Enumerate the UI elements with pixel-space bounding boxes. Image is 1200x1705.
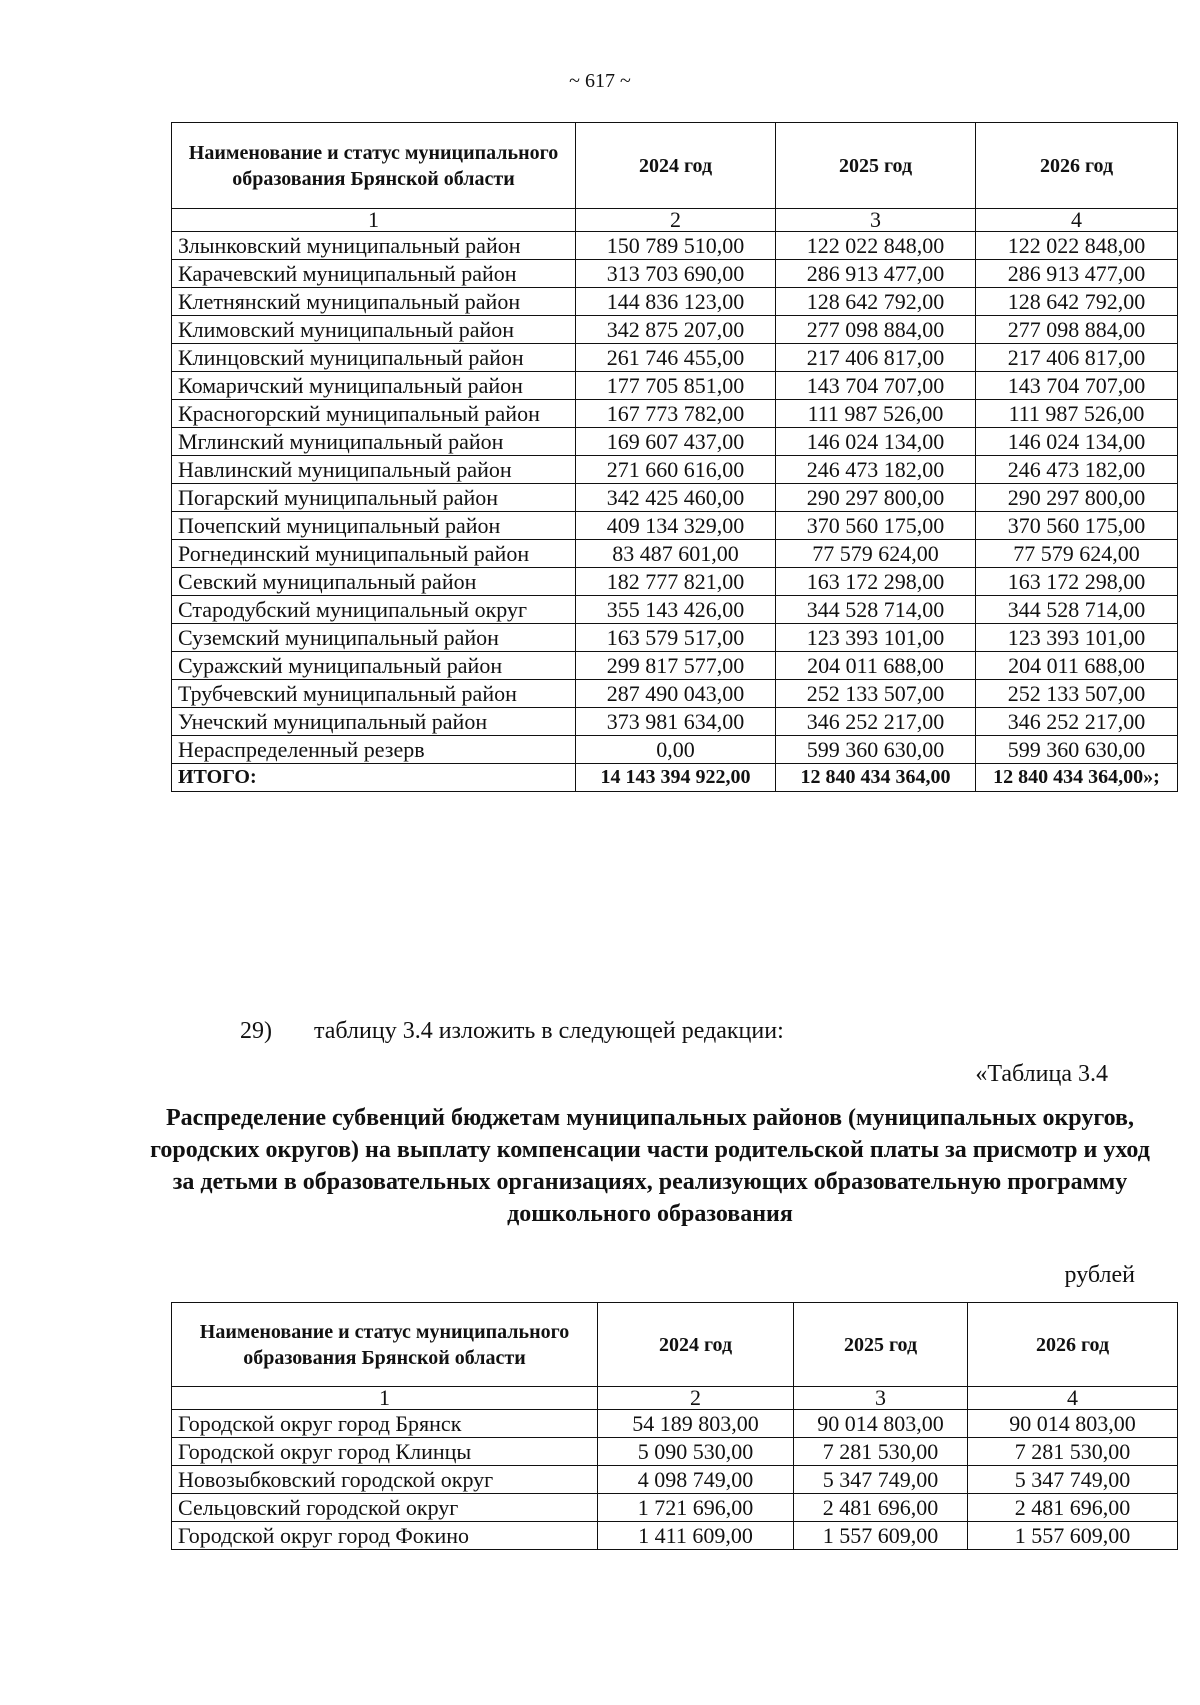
total-2025: 12 840 434 364,00 [776, 764, 976, 792]
total-2026 [976, 764, 1178, 792]
value-2026: 346 252 217,00 [976, 708, 1178, 736]
table-row [172, 540, 1178, 568]
municipality-name: Комаричский муниципальный район [172, 372, 576, 400]
table-row [172, 372, 1178, 400]
header-2025: 2025 год [776, 123, 976, 209]
value-2026: 128 642 792,00 [976, 288, 1178, 316]
value-2024: 271 660 616,00 [576, 456, 776, 484]
header-2026: 2026 год [976, 123, 1178, 209]
value-2025: 290 297 800,00 [776, 484, 976, 512]
table-row [172, 680, 1178, 708]
value-2026: 599 360 630,00 [976, 736, 1178, 764]
value-2024: 355 143 426,00 [576, 596, 776, 624]
value-2026: 122 022 848,00 [976, 232, 1178, 260]
municipality-name: Городской округ город Фокино [172, 1522, 598, 1550]
value-2026: 77 579 624,00 [976, 540, 1178, 568]
value-2025: 1 557 609,00 [794, 1522, 968, 1550]
municipality-name: Городской округ город Брянск [172, 1410, 598, 1438]
value-2025: 286 913 477,00 [776, 260, 976, 288]
value-2026: 146 024 134,00 [976, 428, 1178, 456]
value-2024: 163 579 517,00 [576, 624, 776, 652]
value-2025: 599 360 630,00 [776, 736, 976, 764]
value-2025: 204 011 688,00 [776, 652, 976, 680]
municipality-name: Севский муниципальный район [172, 568, 576, 596]
value-2024: 169 607 437,00 [576, 428, 776, 456]
page-number: ~ 617 ~ [569, 70, 631, 92]
value-2025: 122 022 848,00 [776, 232, 976, 260]
value-2026: 5 347 749,00 [968, 1466, 1178, 1494]
municipality-name: Навлинский муниципальный район [172, 456, 576, 484]
municipality-name: Клетнянский муниципальный район [172, 288, 576, 316]
municipality-name: Сельцовский городской округ [172, 1494, 598, 1522]
value-2026: 252 133 507,00 [976, 680, 1178, 708]
municipality-name: Стародубский муниципальный округ [172, 596, 576, 624]
value-2026: 163 172 298,00 [976, 568, 1178, 596]
value-2024: 1 721 696,00 [598, 1494, 794, 1522]
value-2025: 277 098 884,00 [776, 316, 976, 344]
column-index: 3 [776, 209, 976, 232]
municipality-name: Суземский муниципальный район [172, 624, 576, 652]
value-2026: 2 481 696,00 [968, 1494, 1178, 1522]
value-2025: 246 473 182,00 [776, 456, 976, 484]
value-2026: 217 406 817,00 [976, 344, 1178, 372]
table-label: «Таблица 3.4 [975, 1061, 1108, 1087]
municipality-name: Городской округ город Клинцы [172, 1438, 598, 1466]
total-2026-value: 12 840 434 364,00 [993, 766, 1144, 788]
value-2024: 373 981 634,00 [576, 708, 776, 736]
column-index: 2 [576, 209, 776, 232]
table-row [172, 568, 1178, 596]
municipality-name: Клинцовский муниципальный район [172, 344, 576, 372]
municipality-name: Почепский муниципальный район [172, 512, 576, 540]
paragraph-text: таблицу 3.4 изложить в следующей редакции: [314, 1018, 784, 1044]
value-2024: 144 836 123,00 [576, 288, 776, 316]
value-2024: 1 411 609,00 [598, 1522, 794, 1550]
unit-label: рублей [1064, 1262, 1135, 1288]
column-index: 3 [794, 1387, 968, 1410]
value-2026: 1 557 609,00 [968, 1522, 1178, 1550]
value-2026: 111 987 526,00 [976, 400, 1178, 428]
header-municipality: Наименование и статус муниципального образования Брянской области [172, 1303, 598, 1387]
column-index: 4 [968, 1387, 1178, 1410]
value-2024: 150 789 510,00 [576, 232, 776, 260]
value-2025: 7 281 530,00 [794, 1438, 968, 1466]
value-2026: 286 913 477,00 [976, 260, 1178, 288]
municipality-name: Трубчевский муниципальный район [172, 680, 576, 708]
budget-table-continued [171, 122, 1178, 792]
municipality-name: Мглинский муниципальный район [172, 428, 576, 456]
value-2025: 143 704 707,00 [776, 372, 976, 400]
value-2025: 346 252 217,00 [776, 708, 976, 736]
value-2025: 252 133 507,00 [776, 680, 976, 708]
municipality-name: Рогнединский муниципальный район [172, 540, 576, 568]
table-row [172, 1494, 1178, 1522]
amendment-paragraph [240, 1018, 784, 1045]
table-row [172, 736, 1178, 764]
table-row [172, 316, 1178, 344]
table-body [172, 1410, 1178, 1550]
value-2024: 182 777 821,00 [576, 568, 776, 596]
table-row [172, 1522, 1178, 1550]
value-2025: 370 560 175,00 [776, 512, 976, 540]
value-2026: 277 098 884,00 [976, 316, 1178, 344]
table-row [172, 596, 1178, 624]
paragraph-number: 29) [240, 1018, 272, 1044]
total-row [172, 764, 1178, 792]
table-row [172, 484, 1178, 512]
municipality-name: Красногорский муниципальный район [172, 400, 576, 428]
value-2026: 143 704 707,00 [976, 372, 1178, 400]
municipality-name: Злынковский муниципальный район [172, 232, 576, 260]
table-row [172, 652, 1178, 680]
municipality-name: Суражский муниципальный район [172, 652, 576, 680]
value-2024: 409 134 329,00 [576, 512, 776, 540]
value-2025: 90 014 803,00 [794, 1410, 968, 1438]
table-row [172, 288, 1178, 316]
municipality-name: Унечский муниципальный район [172, 708, 576, 736]
table-row [172, 512, 1178, 540]
header-2026: 2026 год [968, 1303, 1178, 1387]
value-2025: 146 024 134,00 [776, 428, 976, 456]
header-2024: 2024 год [576, 123, 776, 209]
subvention-table [171, 1302, 1178, 1550]
value-2025: 77 579 624,00 [776, 540, 976, 568]
closing-quote: »; [1143, 766, 1160, 788]
value-2024: 0,00 [576, 736, 776, 764]
column-index: 1 [172, 1387, 598, 1410]
column-index: 1 [172, 209, 576, 232]
value-2026: 290 297 800,00 [976, 484, 1178, 512]
table-row [172, 428, 1178, 456]
municipality-name: Новозыбковский городской округ [172, 1466, 598, 1494]
value-2024: 4 098 749,00 [598, 1466, 794, 1494]
value-2024: 54 189 803,00 [598, 1410, 794, 1438]
value-2025: 2 481 696,00 [794, 1494, 968, 1522]
value-2025: 217 406 817,00 [776, 344, 976, 372]
value-2024: 5 090 530,00 [598, 1438, 794, 1466]
table-heading: Распределение субвенций бюджетам муниципальных районов (муниципальных округов, городских округов) на выплату компенсации части родительской платы за присмотр и уход за детьми в образовательных организациях, реализующих образовательную программу дошкольного образования [150, 1105, 1150, 1227]
value-2024: 261 746 455,00 [576, 344, 776, 372]
value-2026: 344 528 714,00 [976, 596, 1178, 624]
value-2026: 90 014 803,00 [968, 1410, 1178, 1438]
value-2024: 167 773 782,00 [576, 400, 776, 428]
value-2025: 128 642 792,00 [776, 288, 976, 316]
value-2026: 204 011 688,00 [976, 652, 1178, 680]
table-row [172, 344, 1178, 372]
value-2025: 344 528 714,00 [776, 596, 976, 624]
value-2024: 342 425 460,00 [576, 484, 776, 512]
total-label: ИТОГО: [172, 764, 576, 792]
value-2024: 342 875 207,00 [576, 316, 776, 344]
header-municipality: Наименование и статус муниципального образования Брянской области [172, 123, 576, 209]
table-row [172, 708, 1178, 736]
header-2024: 2024 год [598, 1303, 794, 1387]
value-2024: 177 705 851,00 [576, 372, 776, 400]
table-row [172, 1410, 1178, 1438]
value-2024: 299 817 577,00 [576, 652, 776, 680]
total-2024: 14 143 394 922,00 [576, 764, 776, 792]
column-index: 2 [598, 1387, 794, 1410]
table-row [172, 1438, 1178, 1466]
value-2025: 5 347 749,00 [794, 1466, 968, 1494]
header-2025: 2025 год [794, 1303, 968, 1387]
municipality-name: Нераспределенный резерв [172, 736, 576, 764]
table-row [172, 260, 1178, 288]
column-index: 4 [976, 209, 1178, 232]
value-2024: 313 703 690,00 [576, 260, 776, 288]
value-2025: 111 987 526,00 [776, 400, 976, 428]
table-row [172, 400, 1178, 428]
table-row [172, 456, 1178, 484]
value-2024: 83 487 601,00 [576, 540, 776, 568]
value-2025: 123 393 101,00 [776, 624, 976, 652]
table-row [172, 624, 1178, 652]
table-row [172, 1466, 1178, 1494]
value-2026: 7 281 530,00 [968, 1438, 1178, 1466]
value-2026: 246 473 182,00 [976, 456, 1178, 484]
value-2025: 163 172 298,00 [776, 568, 976, 596]
value-2026: 370 560 175,00 [976, 512, 1178, 540]
municipality-name: Погарский муниципальный район [172, 484, 576, 512]
municipality-name: Карачевский муниципальный район [172, 260, 576, 288]
table-row [172, 232, 1178, 260]
value-2024: 287 490 043,00 [576, 680, 776, 708]
table-body [172, 232, 1178, 764]
value-2026: 123 393 101,00 [976, 624, 1178, 652]
municipality-name: Климовский муниципальный район [172, 316, 576, 344]
